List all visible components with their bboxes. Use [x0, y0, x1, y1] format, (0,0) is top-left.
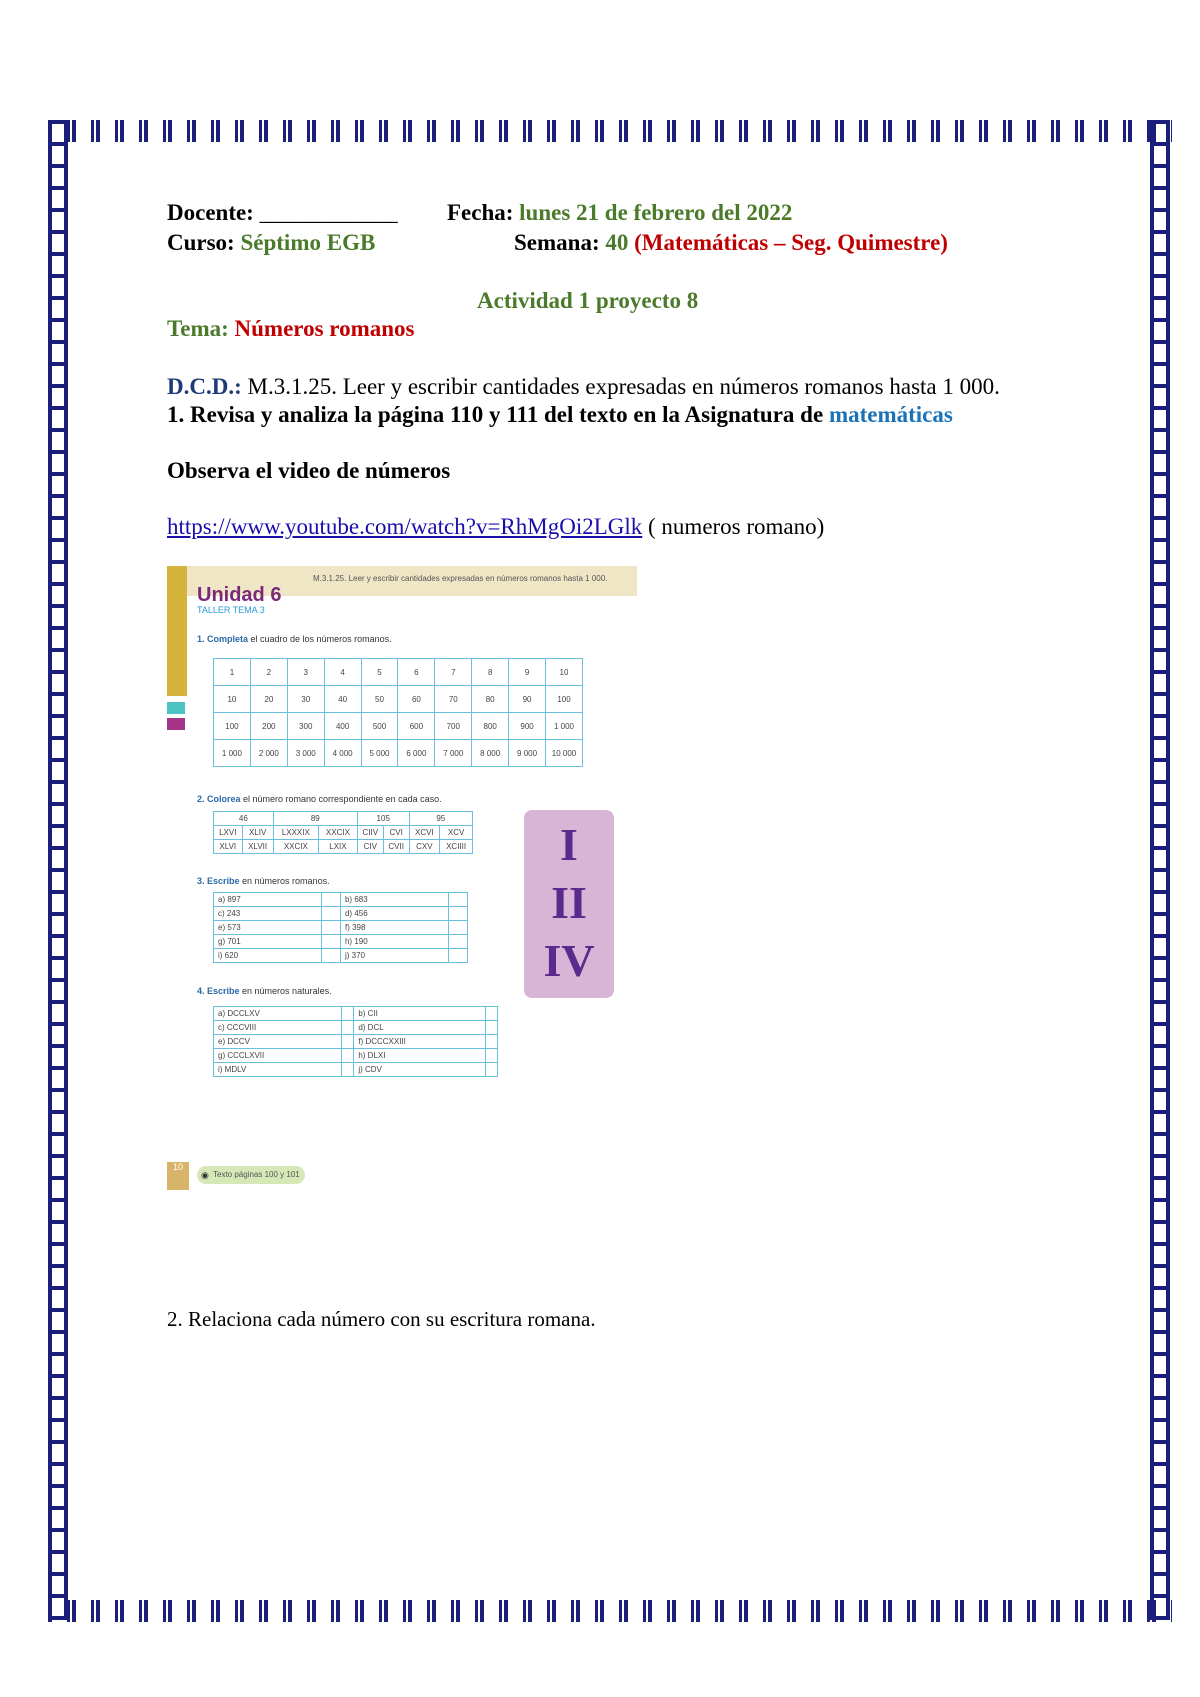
table-cell: 20 — [250, 686, 287, 713]
q4-rest: en números naturales. — [239, 986, 332, 996]
curso-value: Séptimo EGB — [240, 230, 376, 255]
table-cell: g) CCCLXVII — [214, 1049, 342, 1063]
table-cell — [485, 1021, 498, 1035]
table-cell: 3 — [287, 659, 324, 686]
header-row-curso — [167, 228, 948, 258]
table-cell: e) 573 — [214, 921, 322, 935]
table-cell: CXV — [409, 840, 440, 854]
semana-label: Semana: — [514, 230, 600, 255]
table-cell: 4 — [324, 659, 361, 686]
roman-numeral-i: I — [560, 819, 578, 870]
unit-label: Unidad 6 — [197, 584, 282, 606]
decorative-border-top — [48, 120, 1172, 142]
table-row — [214, 686, 583, 713]
table-cell: 5 — [361, 659, 398, 686]
table-cell — [448, 907, 467, 921]
table-cell: 40 — [324, 686, 361, 713]
instruction-2: 2. Relaciona cada número con su escritura romana. — [167, 1307, 596, 1331]
video-line — [167, 512, 824, 542]
table-cell: 30 — [287, 686, 324, 713]
textbook-footer-text: Texto páginas 100 y 101 — [213, 1170, 300, 1179]
table-cell: XCVI — [409, 826, 440, 840]
table-cell: b) 683 — [340, 893, 448, 907]
table-cell — [321, 935, 340, 949]
activity-title: Actividad 1 proyecto 8 — [477, 288, 699, 313]
table-cell: c) CCCVIII — [214, 1021, 342, 1035]
table-cell: CIIV — [357, 826, 383, 840]
table-cell: 8 000 — [472, 740, 509, 767]
table-cell: 2 — [250, 659, 287, 686]
table-row — [214, 1021, 498, 1035]
table-cell: i) MDLV — [214, 1063, 342, 1077]
dcd-label: D.C.D.: — [167, 374, 242, 399]
table-row — [214, 921, 468, 935]
table-cell — [321, 907, 340, 921]
video-note: ( numeros romano) — [648, 514, 825, 539]
table-cell: j) CDV — [354, 1063, 485, 1077]
table-cell — [321, 893, 340, 907]
curso-label: Curso: — [167, 230, 235, 255]
table-cell: XLVI — [214, 840, 243, 854]
table-row — [214, 935, 468, 949]
video-heading: Observa el video de números — [167, 458, 451, 483]
table-cell — [341, 1021, 353, 1035]
table-cell: CVII — [383, 840, 409, 854]
topic-label: Tema: — [167, 316, 229, 341]
table-cell: 9 000 — [509, 740, 546, 767]
table-cell: 1 000 — [214, 740, 251, 767]
topic-line — [167, 314, 414, 344]
table-cell: 600 — [398, 713, 435, 740]
semana-open-paren: ( — [634, 230, 642, 255]
table-cell: 90 — [509, 686, 546, 713]
table-cell: 900 — [509, 713, 546, 740]
table-row — [214, 893, 468, 907]
semana-number: 40 — [605, 230, 629, 255]
decorative-border-bottom — [48, 1600, 1172, 1622]
table-cell: XCIIII — [440, 840, 473, 854]
textbook-teal-marker — [167, 702, 185, 714]
semana-close-paren: ) — [940, 230, 948, 255]
table-cell: g) 701 — [214, 935, 322, 949]
table-cell: 60 — [398, 686, 435, 713]
textbook-header-text: M.3.1.25. Leer y escribir cantidades expresadas en números romanos hasta 1 000. — [313, 574, 608, 583]
q2-bold: 2. Colorea — [197, 794, 241, 804]
table-cell: c) 243 — [214, 907, 322, 921]
table-cell: 5 000 — [361, 740, 398, 767]
table-row — [214, 949, 468, 963]
table-cell — [448, 921, 467, 935]
table-cell: 3 000 — [287, 740, 324, 767]
table-cell: e) DCCV — [214, 1035, 342, 1049]
docente-blank: ____________ — [259, 200, 398, 225]
table-row — [214, 826, 473, 840]
table-cell: 1 — [214, 659, 251, 686]
textbook-page-image — [167, 566, 637, 1216]
table-cell: CVI — [383, 826, 409, 840]
table-cell: LXIX — [318, 840, 357, 854]
table-header-cell: 89 — [273, 812, 357, 826]
table-row — [214, 840, 473, 854]
table-cell: f) DCCCXXIII — [354, 1035, 485, 1049]
table-cell: 700 — [435, 713, 472, 740]
decorative-border-right — [1150, 120, 1170, 1620]
table-cell: 7 — [435, 659, 472, 686]
table-cell: 50 — [361, 686, 398, 713]
q1-bold: 1. Completa — [197, 634, 249, 644]
table-cell: h) DLXI — [354, 1049, 485, 1063]
table-cell: 70 — [435, 686, 472, 713]
table-cell: XXCIX — [273, 840, 318, 854]
docente-label: Docente: — [167, 200, 254, 225]
table-cell: 10 000 — [546, 740, 583, 767]
table-cell: a) DCCLXV — [214, 1007, 342, 1021]
taller-label: TALLER TEMA 3 — [197, 605, 265, 615]
table-cell: a) 897 — [214, 893, 322, 907]
table-row — [214, 1063, 498, 1077]
table-cell: 6 — [398, 659, 435, 686]
table-cell: 6 000 — [398, 740, 435, 767]
table-cell — [321, 949, 340, 963]
table-cell: XLVII — [242, 840, 273, 854]
q3-bold: 3. Escribe — [197, 876, 240, 886]
header-row-docente — [167, 198, 793, 228]
table-header-row — [214, 812, 473, 826]
table-cell — [321, 921, 340, 935]
topic-value: Números romanos — [234, 316, 415, 341]
table-row — [214, 1049, 498, 1063]
table-cell: 10 — [546, 659, 583, 686]
table-cell: 300 — [287, 713, 324, 740]
table-row — [214, 740, 583, 767]
table-cell — [341, 1007, 353, 1021]
textbook-page-number: 10 — [167, 1162, 189, 1190]
table-cell: 8 — [472, 659, 509, 686]
q2-rest: el número romano correspondiente en cada caso. — [240, 794, 442, 804]
table-cell: XLIV — [242, 826, 273, 840]
table-cell — [485, 1007, 498, 1021]
textbook-q3 — [197, 876, 330, 886]
table-cell: XCV — [440, 826, 473, 840]
table-cell: 200 — [250, 713, 287, 740]
instruction-1 — [167, 400, 953, 430]
fecha-value: lunes 21 de febrero del 2022 — [519, 200, 793, 225]
table-header-cell: 105 — [357, 812, 409, 826]
table-cell — [448, 893, 467, 907]
table-cell: 2 000 — [250, 740, 287, 767]
table-row — [214, 907, 468, 921]
table-cell: b) CII — [354, 1007, 485, 1021]
table-row — [214, 1035, 498, 1049]
textbook-footer-pill — [197, 1166, 305, 1184]
table-header-cell: 46 — [214, 812, 274, 826]
table-cell: LXXXIX — [273, 826, 318, 840]
table-cell: d) 456 — [340, 907, 448, 921]
fecha-label: Fecha: — [447, 200, 514, 225]
table-cell: CIV — [357, 840, 383, 854]
semana-subject: Matemáticas – Seg. Quimestre — [641, 230, 941, 255]
q1-rest: el cuadro de los números romanos. — [248, 634, 392, 644]
table-cell: 9 — [509, 659, 546, 686]
roman-numeral-iv: IV — [543, 935, 595, 986]
textbook-unit-title — [197, 584, 281, 615]
dcd-text: M.3.1.25. Leer y escribir cantidades expresadas en números romanos hasta 1 000. — [247, 374, 1000, 399]
textbook-purple-marker — [167, 718, 185, 730]
textbook-q4 — [197, 986, 332, 996]
table-header-cell: 95 — [409, 812, 472, 826]
roman-numbers-table — [213, 658, 583, 767]
table-cell: LXVI — [214, 826, 243, 840]
table-cell: 500 — [361, 713, 398, 740]
eye-icon: ◉ — [201, 1170, 209, 1180]
textbook-q1 — [197, 634, 392, 644]
decorative-border-left — [48, 120, 68, 1620]
table-cell — [485, 1049, 498, 1063]
table-cell: i) 620 — [214, 949, 322, 963]
table-cell — [341, 1049, 353, 1063]
video-link[interactable]: https://www.youtube.com/watch?v=RhMgOi2LGlk — [167, 514, 643, 539]
table-cell: d) DCL — [354, 1021, 485, 1035]
write-natural-table — [213, 1006, 498, 1077]
table-cell — [448, 935, 467, 949]
table-cell: 800 — [472, 713, 509, 740]
table-cell: j) 370 — [340, 949, 448, 963]
table-cell: 100 — [546, 686, 583, 713]
table-cell — [341, 1035, 353, 1049]
table-cell: 100 — [214, 713, 251, 740]
write-roman-table — [213, 892, 468, 963]
textbook-yellow-bar — [167, 566, 187, 696]
dcd-line — [167, 372, 1000, 402]
table-cell: XXCIX — [318, 826, 357, 840]
table-cell: 1 000 — [546, 713, 583, 740]
table-cell: 4 000 — [324, 740, 361, 767]
roman-numeral-ii: II — [551, 877, 587, 928]
table-row — [214, 1007, 498, 1021]
table-cell: f) 398 — [340, 921, 448, 935]
textbook-q2 — [197, 794, 442, 804]
q3-rest: en números romanos. — [239, 876, 330, 886]
table-row — [214, 713, 583, 740]
color-roman-table — [213, 811, 473, 854]
instruction-1-subject: matemáticas — [828, 402, 953, 427]
table-cell: 10 — [214, 686, 251, 713]
table-cell: 7 000 — [435, 740, 472, 767]
table-cell: h) 190 — [340, 935, 448, 949]
table-cell — [448, 949, 467, 963]
table-cell — [341, 1063, 353, 1077]
table-cell: 80 — [472, 686, 509, 713]
table-cell: 400 — [324, 713, 361, 740]
instruction-1-text: 1. Revisa y analiza la página 110 y 111 del texto en la Asignatura de — [167, 402, 824, 427]
q4-bold: 4. Escribe — [197, 986, 240, 996]
table-cell — [485, 1063, 498, 1077]
table-row — [214, 659, 583, 686]
table-cell — [485, 1035, 498, 1049]
roman-numerals-illustration — [524, 810, 614, 998]
